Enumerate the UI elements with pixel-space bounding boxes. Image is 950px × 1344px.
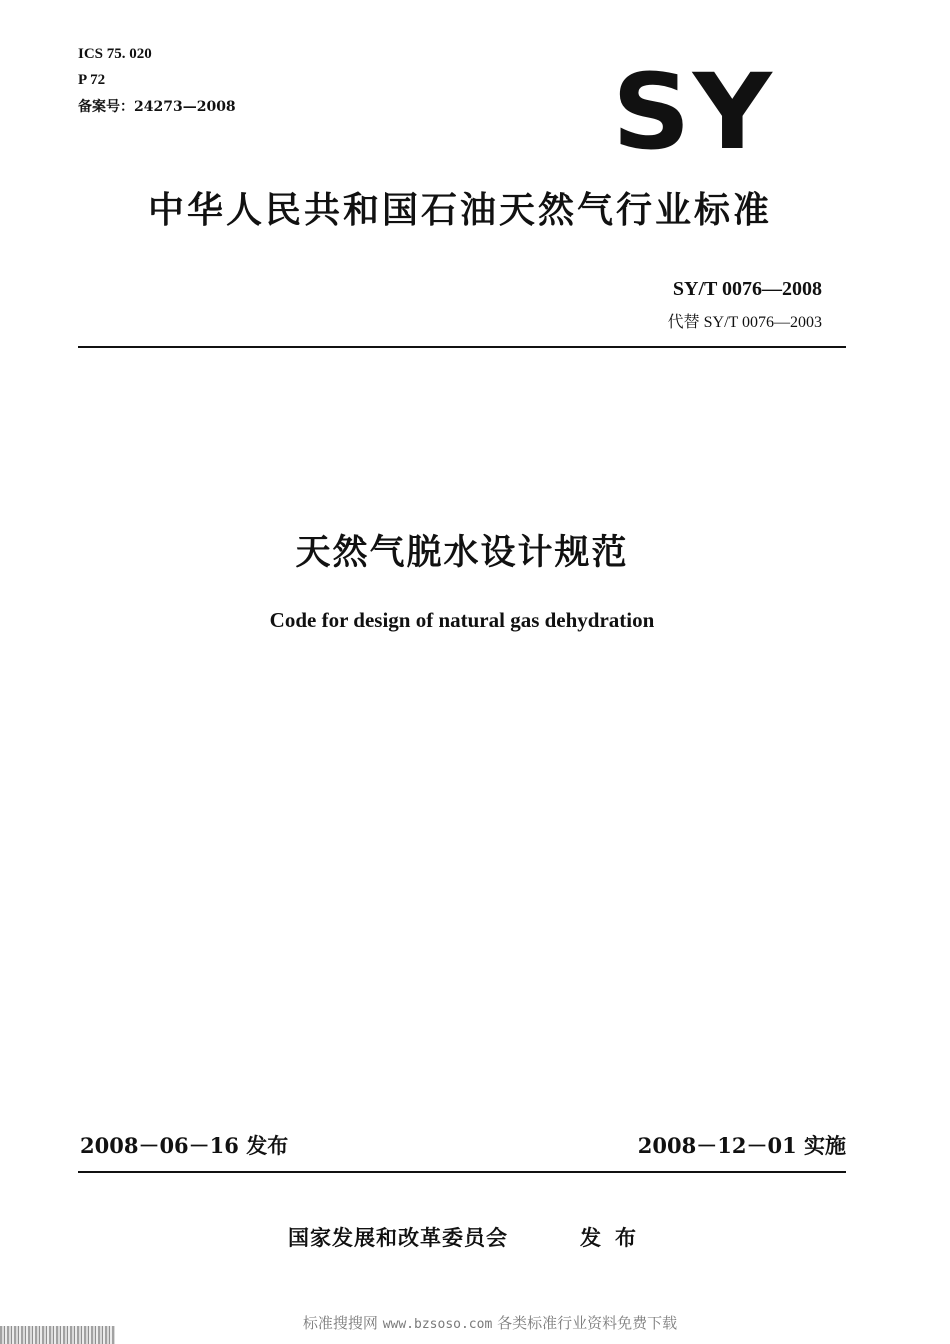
title-english: Code for design of natural gas dehydration (269, 608, 655, 632)
sy-logo: SY (612, 51, 774, 173)
ccs-code: P 72 (78, 72, 106, 88)
watermark-tagline: 各类标准行业资料免费下载 (497, 1314, 678, 1332)
record-number: 备案号：24273—2008 (78, 99, 236, 115)
bottom-divider (78, 1171, 846, 1173)
watermark-site-name: 标准搜搜网 (302, 1314, 378, 1332)
issuing-body-heading: 中华人民共和国石油天然气行业标准 (147, 190, 772, 231)
standard-number: SY/T 0076—2008 (672, 278, 822, 300)
publisher-name: 国家发展和改革委员会 (288, 1226, 508, 1250)
replaces-standard: 代替 SY/T 0076—2003 (667, 314, 822, 331)
issue-date: 2008－06－16 发布 (80, 1133, 289, 1158)
scan-artifact (0, 1326, 115, 1344)
watermark-footer (0, 1312, 950, 1333)
watermark-url: www.bzsoso.com (382, 1317, 493, 1332)
top-divider (78, 346, 846, 348)
title-chinese: 天然气脱水设计规范 (295, 533, 629, 573)
publisher-action: 发布 (580, 1226, 650, 1250)
implementation-date: 2008－12－01 实施 (637, 1133, 846, 1158)
ics-code: ICS 75. 020 (78, 46, 152, 62)
